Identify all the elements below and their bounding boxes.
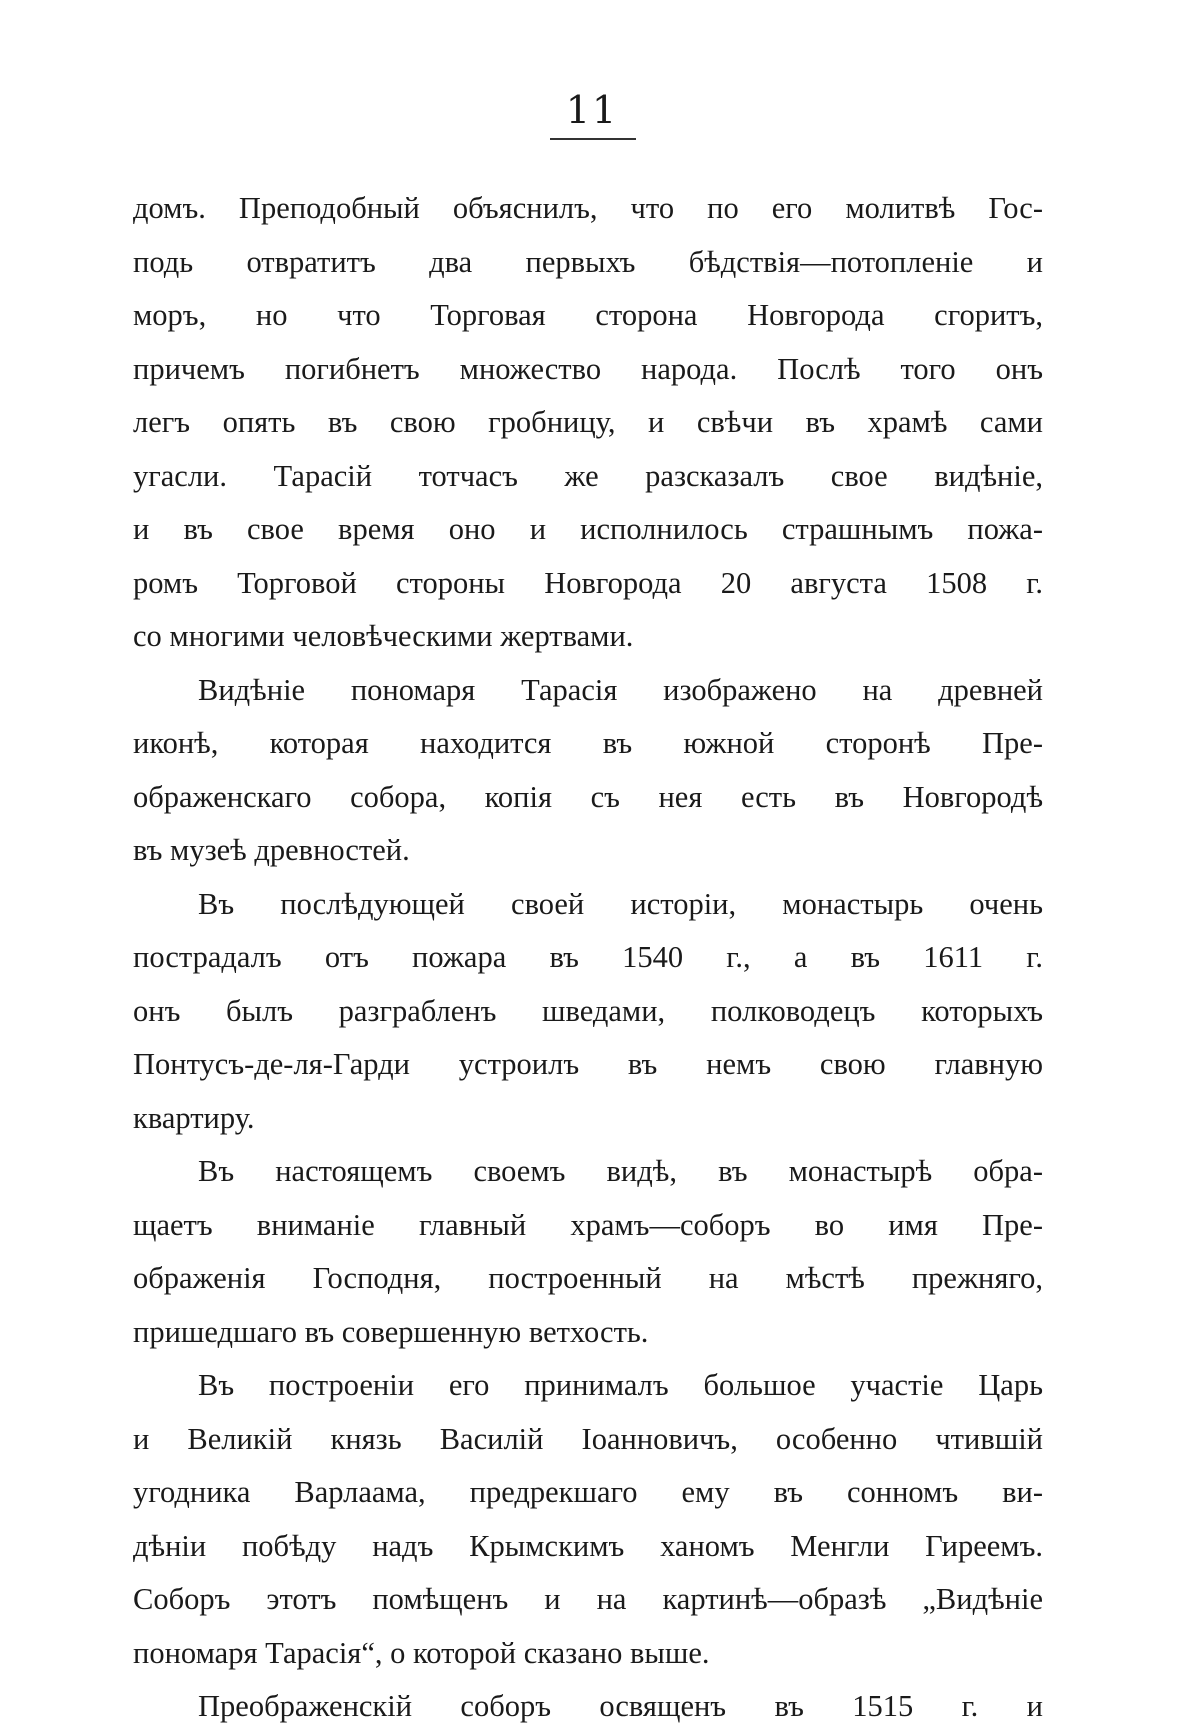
text-line: пономаря Тарасія“, о которой сказано выше. xyxy=(133,1635,710,1670)
body-text xyxy=(133,182,1043,1734)
text-line: ромъ Торговой стороны Новгорода 20 августа 1508 г. xyxy=(133,565,1043,600)
text-line: Въ построеніи его принималъ большое участіе Царь xyxy=(198,1368,1043,1402)
text-line: онъ былъ разграбленъ шведами, полководецъ которыхъ xyxy=(133,993,1043,1028)
paragraph xyxy=(133,1680,1043,1734)
page-number-rule xyxy=(550,138,636,140)
text-line: легъ опять въ свою гробницу, и свѣчи въ храмѣ сами xyxy=(133,405,1043,439)
text-line: пришедшаго въ совершенную ветхость. xyxy=(133,1314,649,1349)
text-line: Видѣніе пономаря Тарасія изображено на древней xyxy=(198,672,1043,707)
text-line: со многими человѣческими жертвами. xyxy=(133,619,634,653)
text-line: Преображенскій соборъ освященъ въ 1515 г. и xyxy=(198,1689,1043,1723)
text-line: и въ свое время оно и исполнилось страшнымъ пожа- xyxy=(133,512,1043,546)
paragraph xyxy=(133,1145,1043,1359)
text-line: пострадалъ отъ пожара въ 1540 г., а въ 1611 г. xyxy=(133,940,1043,974)
text-line: подь отвратитъ два первыхъ бѣдствія—потопленіе и xyxy=(133,244,1043,279)
text-line: въ музеѣ древностей. xyxy=(133,833,410,867)
text-line: угодника Варлаама, предрекшаго ему въ сонномъ ви- xyxy=(133,1475,1043,1509)
text-line: ображенія Господня, построенный на мѣстѣ прежняго, xyxy=(133,1261,1043,1295)
text-line: Въ послѣдующей своей исторіи, монастырь очень xyxy=(198,886,1043,921)
paragraph xyxy=(133,182,1043,664)
text-line: щаетъ вниманіе главный храмъ—соборъ во имя Пре- xyxy=(133,1207,1043,1242)
text-line: причемъ погибнетъ множество народа. Послѣ того онъ xyxy=(133,351,1043,386)
text-line: домъ. Преподобный объяснилъ, что по его молитвѣ Гос- xyxy=(133,191,1043,225)
text-line: моръ, но что Торговая сторона Новгорода сгоритъ, xyxy=(133,298,1043,332)
paragraph xyxy=(133,664,1043,878)
text-line: Въ настоящемъ своемъ видѣ, въ монастырѣ обра- xyxy=(198,1154,1043,1188)
text-line: дѣніи побѣду надъ Крымскимъ ханомъ Менгли Гиреемъ. xyxy=(133,1528,1043,1563)
text-line: иконѣ, которая находится въ южной сторонѣ Пре- xyxy=(133,726,1043,760)
paragraph xyxy=(133,1359,1043,1680)
text-line: угасли. Тарасій тотчасъ же разсказалъ свое видѣніе, xyxy=(133,458,1043,493)
text-line: Соборъ этотъ помѣщенъ и на картинѣ—образѣ „Видѣніе xyxy=(133,1582,1043,1616)
paragraph xyxy=(133,878,1043,1146)
text-line: ображенскаго собора, копія съ нея есть въ Новгородѣ xyxy=(133,779,1043,814)
text-line: и Великій князь Василій Іоанновичъ, особенно чтившій xyxy=(133,1421,1043,1456)
page-number: 11 xyxy=(565,88,619,132)
text-line: квартиру. xyxy=(133,1100,255,1135)
text-line: Понтусъ-де-ля-Гарди устроилъ въ немъ свою главную xyxy=(133,1047,1043,1081)
